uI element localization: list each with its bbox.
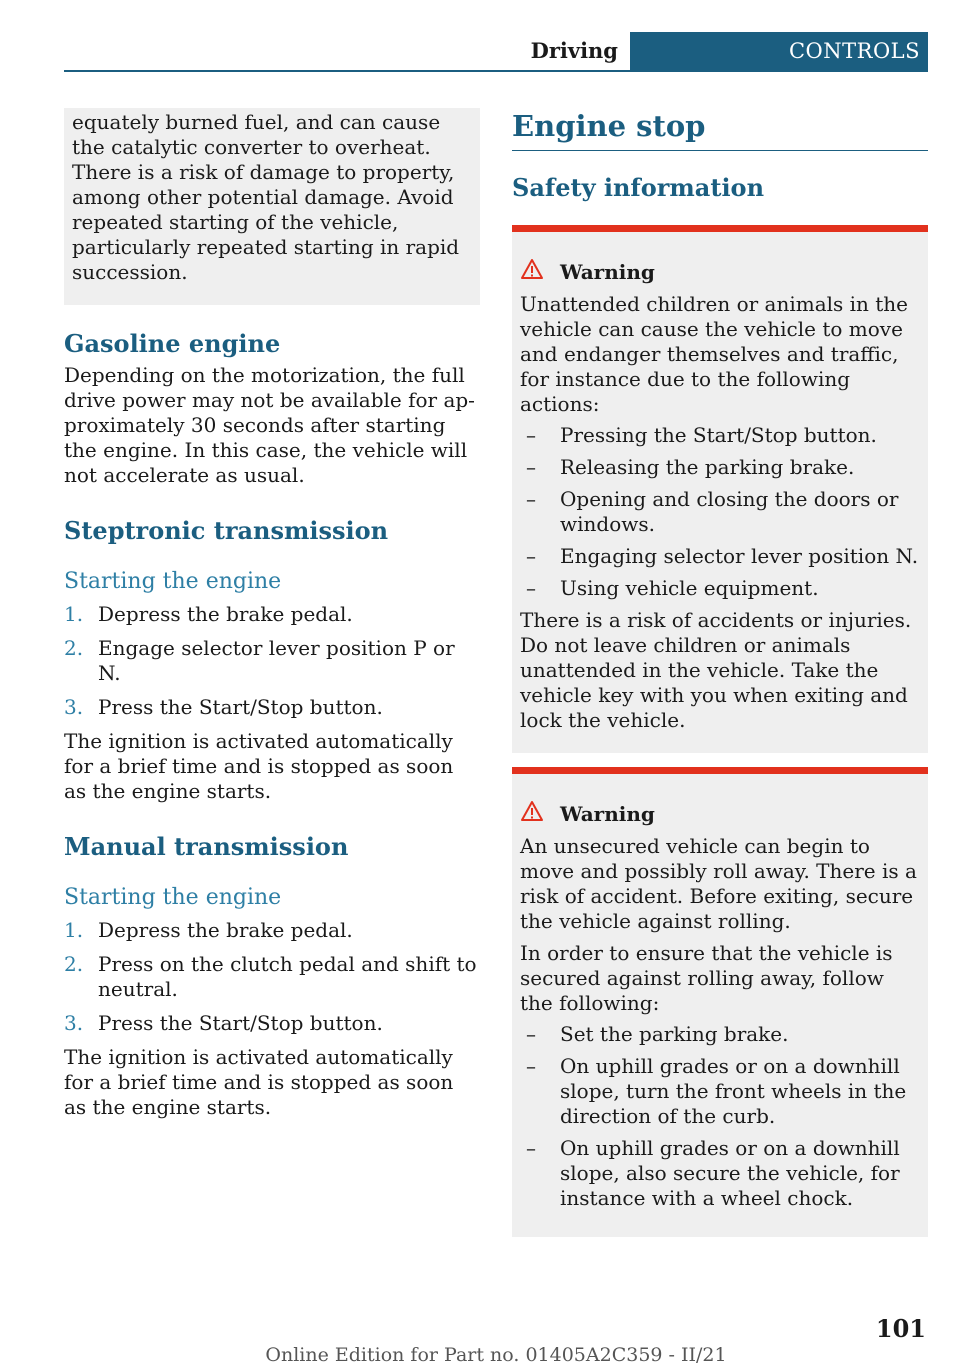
left-column [64, 108, 480, 1120]
gasoline-engine-text: Depending on the motorization, the full drive power may not be available for approximately 30 seconds after starting the engine. In this case, the vehicle will not accelerate as usual. [64, 363, 475, 487]
warning-actions-list [520, 423, 920, 601]
list-item: – On uphill grades or on a downhill slope, also secure the vehicle, for instance with a wheel chock. [526, 1136, 900, 1210]
list-item: – Set the parking brake. [526, 1022, 789, 1046]
heading-rule [512, 150, 928, 151]
safety-information-heading: Safety information [512, 173, 765, 202]
list-item: 2. Engage selector lever position P or N. [64, 636, 455, 685]
warning-intro: Unattended children or animals in the vehicle can cause the vehicle to move and endanger themselves and traffic, for instance due to the following actions: [520, 292, 909, 416]
list-item: – On uphill grades or on a downhill slope, turn the front wheels in the direction of the curb. [526, 1054, 907, 1128]
section-title: Driving [530, 38, 618, 63]
continued-warning-text: equately burned fuel, and can cause the catalytic converter to overheat. There is a risk of damage to property, among other potential damage. Avoid repeated starting of the vehicle, particularly repeated starting in rapid succession. [72, 110, 460, 284]
list-item: – Opening and closing the doors or windows. [526, 487, 899, 536]
manual-heading: Manual transmission [64, 832, 349, 861]
chapter-tab: CONTROLS [630, 32, 928, 70]
engine-stop-heading: Engine stop [512, 109, 706, 143]
warning-triangle-icon [520, 258, 560, 286]
warning-box-rolling [512, 767, 928, 1237]
right-column [512, 108, 928, 1237]
warning-intro-2: In order to ensure that the vehicle is secured against rolling away, follow the following: [520, 941, 893, 1015]
page-number: 101 [875, 1314, 926, 1343]
warning-after: There is a risk of accidents or injuries. Do not leave children or animals unattended in the vehicle. Take the vehicle key with you when exiting and lock the vehicle. [520, 608, 912, 732]
steptronic-heading: Steptronic transmission [64, 516, 389, 545]
warning-triangle-icon [520, 800, 560, 828]
warning-box-children [512, 225, 928, 753]
continued-warning-box [64, 108, 480, 305]
list-item: – Engaging selector lever position N. [526, 544, 919, 568]
warning-label: Warning [560, 801, 655, 826]
list-item: 3. Press the Start/Stop button. [64, 695, 383, 719]
list-item: – Releasing the parking brake. [526, 455, 855, 479]
warning-secure-list [520, 1022, 920, 1211]
warning-label: Warning [560, 259, 655, 284]
manual-steps [64, 918, 480, 1036]
header-rule [64, 70, 928, 72]
list-item: 1. Depress the brake pedal. [64, 918, 353, 942]
manual-starting-heading: Starting the engine [64, 885, 282, 910]
list-item: – Pressing the Start/Stop button. [526, 423, 877, 447]
edition-text: Online Edition for Part no. 01405A2C359 - II/21 [265, 1344, 727, 1366]
list-item: – Using vehicle equipment. [526, 576, 819, 600]
manual-after-text: The ignition is activated automatically for a brief time and is stopped as soon as the engine starts. [64, 1045, 454, 1119]
warning-intro: An unsecured vehicle can begin to move and possibly roll away. There is a risk of accident. Before exiting, secure the vehicle against rolling. [520, 834, 917, 933]
steptronic-steps [64, 602, 480, 720]
steptronic-starting-heading: Starting the engine [64, 569, 282, 594]
steptronic-after-text: The ignition is activated automatically for a brief time and is stopped as soon as the engine starts. [64, 729, 454, 803]
list-item: 2. Press on the clutch pedal and shift to neutral. [64, 952, 477, 1001]
list-item: 3. Press the Start/Stop button. [64, 1011, 383, 1035]
gasoline-engine-heading: Gasoline engine [64, 329, 281, 358]
list-item: 1. Depress the brake pedal. [64, 602, 353, 626]
page-header [64, 32, 928, 72]
